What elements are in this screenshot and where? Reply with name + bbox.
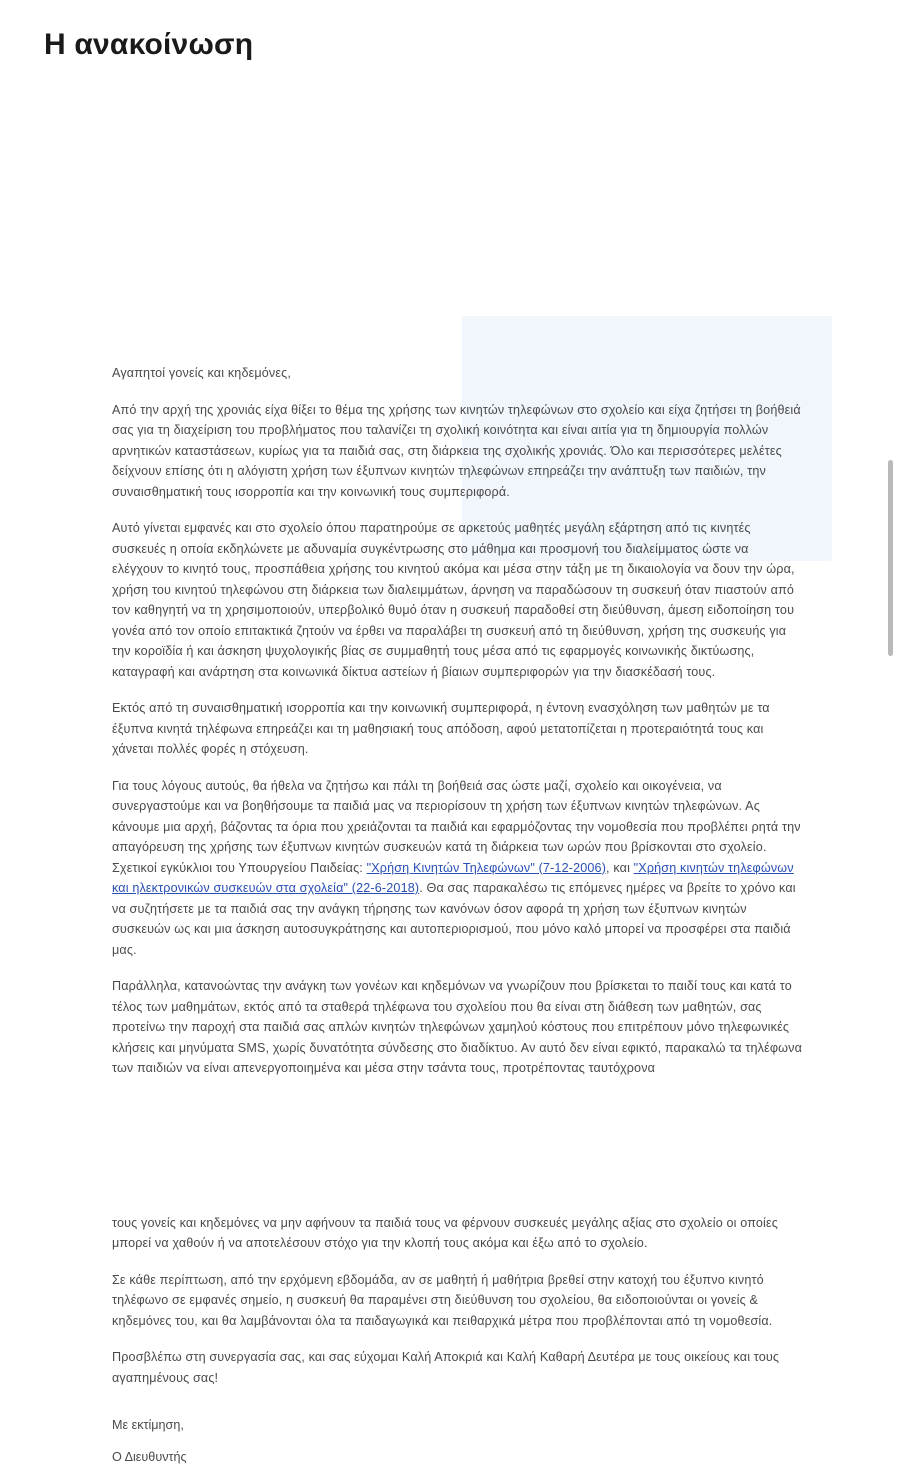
page-title: Η ανακοίνωση <box>44 28 254 61</box>
paragraph-links-before: Για τους λόγους αυτούς, θα ήθελα να ζητήσω και πάλι τη βοήθειά σας ώστε μαζί, σχολείο και οικογένεια, να συνεργαστούμε και να βοηθήσουμε τα παιδιά μας να περιορίσουν τη χρήση των έξυπνων κινητών τηλεφώνων. Ας κάνουμε μια αρχή, βάζοντας τα όρια που χρειάζονται τα παιδιά και εφαρμόζοντας την νομοθεσία που προβλέπει ρητά την απαγόρευση της χρήσης των έξυπνων κινητών συσκευών κατά τη διάρκεια των ωρών που βρίσκονται στο σχολείο. Σχετικοί εγκύκλιοι του Υπουργείου Παιδείας: <box>112 778 801 875</box>
document-body <box>112 118 802 1468</box>
circular-2006-link[interactable]: "Χρήση Κινητών Τηλεφώνων" (7-12-2006) <box>366 860 607 875</box>
paragraph-7: Προσβλέπω στη συνεργασία σας, και σας εύχομαι Καλή Αποκριά και Καλή Καθαρή Δευτέρα με τους οικείους και τους αγαπημένους σας! <box>112 1350 780 1385</box>
paragraph-with-links <box>112 776 802 961</box>
paragraph-5: τους γονείς και κηδεμόνες να μην αφήνουν τα παιδιά τους να φέρνουν συσκευές μεγάλης αξίας στο σχολείο οι οποίες μπορεί να χαθούν ή να αποτελέσουν στόχο για την κλοπή τους ακόμα και έξω από το σχολείο. <box>112 1215 778 1250</box>
greeting-paragraph: Αγαπητοί γονείς και κηδεμόνες, <box>112 366 292 380</box>
paragraph-4: Παράλληλα, κατανοώντας την ανάγκη των γονέων και κηδεμόνων να γνωρίζουν που βρίσκεται το παιδί τους και κατά το τέλος των μαθημάτων, εκτός από τα σταθερά τηλέφωνα του σχολείου που θα είναι στη διάθεση των μαθητών, σας προτείνω την παροχή στα παιδιά σας απλών κινητών τηλεφώνων χαμηλού κόστους που επιτρέπουν μόνο τηλεφωνικές κλήσεις και μηνύματα SMS, χωρίς δυνατότητα σύνδεσης στο διαδίκτυο. Αν αυτό δεν είναι εφικτό, παρακαλώ τα τηλέφωνα των παιδιών να είναι απενεργοποιημένα και μέσα στην τσάντα τους, προτρέποντας ταυτόχρονα <box>112 979 803 1075</box>
page-break-gap <box>112 1095 802 1213</box>
paragraph-2: Αυτό γίνεται εμφανές και στο σχολείο όπου παρατηρούμε σε αρκετούς μαθητές μεγάλη εξάρτηση από τις κινητές συσκευές η οποία εκδηλώνετε με αδυναμία συγκέντρωσης στο μάθημα και προσμονή του διαλείμματος ώστε να ελέγχουν το κινητό τους, προσπάθεια χρήσης του κινητού ακόμα και μέσα στην τάξη με τη δικαιολογία να δουν την ώρα, χρήση του κινητού τηλεφώνου στη διάρκεια των διαλειμμάτων, άρνηση να παραδώσουν τη συσκευή όταν πιαστούν από τον καθηγητή να τη χρησιμοποιούν, υπερβολικό θυμό όταν η συσκευή παραδοθεί στη διεύθυνση, άμεση ειδοποίηση του γονέα από τον οποίο επιτακτικά ζητούν να έρθει να παραλάβει τη συσκευή από τη διεύθυνση, χρήση της συσκευής για την κοροϊδία ή και άσκηση ψυχολογικής βίας σε συμμαθητή τους μέσα από τις εφαρμογές κοινωνικής δικτύωσης, καταγραφή και ανάρτηση στα κοινωνικά δίκτυα αστείων ή βίαιων συμπεριφορών για την διασκέδασή τους. <box>112 521 795 679</box>
signoff-line-1: Με εκτίμηση, <box>112 1418 184 1432</box>
paragraph-links-after: . Θα σας παρακαλέσω τις επόμενες ημέρες να βρείτε το χρόνο και να συζητήσετε με τα παιδιά σας την ανάγκη τήρησης των κανόνων όσον αφορά τη χρήση των έξυπνων κινητών συσκευών ως και μια άσκηση αυτοσυγκράτησης και αυτοπεριορισμού, που μόνο καλό μπορεί να προσφέρει στα παιδιά μας. <box>112 881 796 957</box>
scrollbar-track[interactable] <box>887 28 893 1396</box>
paragraph-3: Εκτός από τη συναισθηματική ισορροπία και την κοινωνική συμπεριφορά, η έντονη ενασχόληση των μαθητών με τα έξυπνα κινητά τηλέφωνα επηρεάζει και τη μαθησιακή τους απόδοση, αφού μετατοπίζεται η προτεραιότητά τους και χάνεται πολλές φορές η στόχευση. <box>112 701 770 756</box>
paragraph-6: Σε κάθε περίπτωση, από την ερχόμενη εβδομάδα, αν σε μαθητή ή μαθήτρια βρεθεί στην κατοχή του έξυπνο κινητό τηλέφωνο σε εμφανές σημείο, η συσκευή θα παραμένει στη διεύθυνση του σχολείου, θα ειδοποιούνται οι γονείς & κηδεμόνες του, και θα λαμβάνονται όλα τα παιδαγωγικά και πειθαρχικά μέτρα που προβλέπονται από τη νομοθεσία. <box>112 1272 773 1328</box>
paragraph-1: Από την αρχή της χρονιάς είχα θίξει το θέμα της χρήσης των κινητών τηλεφώνων στο σχολείο και είχα ζητήσει τη βοήθειά σας για τη διαχείριση του προβλήματος που ταλανίζει τη σχολική κοινότητα και είναι αιτία για τη δημιουργία πολλών αρνητικών καταστάσεων, κυρίως για τα παιδιά σας, στη διάρκεια της σχολικής χρονιάς. Όλο και περισσότερες μελέτες δείχνουν επίσης ότι η αλόγιστη χρήση των έξυπνων κινητών τηλεφώνων επηρεάζει την ανάπτυξη των παιδιών, την συναισθηματική τους ισορροπία και την κοινωνική τους συμπεριφορά. <box>112 402 801 499</box>
document-page <box>0 28 900 1468</box>
signoff-line-2: Ο Διευθυντής <box>112 1450 187 1464</box>
circular-2018-link[interactable]: "Χρήση κινητών τηλεφώνων και ηλεκτρονικών συσκευών στα σχολεία" (22-6-2018) <box>112 860 794 895</box>
signoff-block <box>112 1414 802 1468</box>
paragraph-links-middle: , και <box>606 860 634 875</box>
scrollbar-thumb[interactable] <box>888 460 893 656</box>
